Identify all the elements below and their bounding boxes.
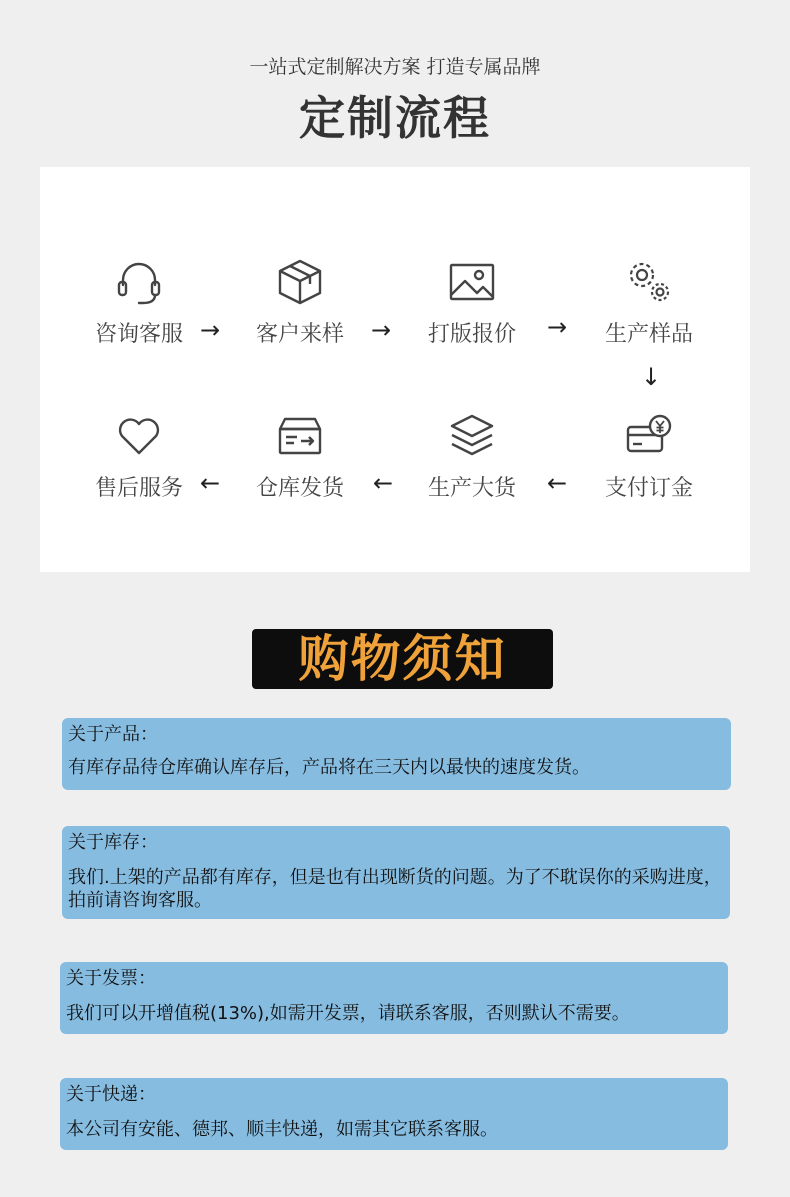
step-label: 客户来样 [255,322,344,347]
arrow-left: ← [547,469,568,497]
step-sample [240,257,360,348]
step-consult [79,257,199,348]
notice-card-stock [62,826,730,919]
notice-card-invoice [60,962,728,1034]
step-label: 咨询客服 [94,322,183,347]
gears-icon [624,257,674,307]
heart-icon [114,411,164,461]
card-body: 我们.上架的产品都有库存，但是也有出现断货的问题。为了不耽误你的采购进度，拍前请咨询客服。 [68,867,722,911]
card-heading: 关于库存： [68,832,158,853]
layers-icon [447,411,497,461]
arrow-left: ← [200,469,221,497]
card-body: 本公司有安能、德邦、顺丰快递，如需其它联系客服。 [66,1119,498,1140]
image-icon [447,257,497,307]
arrow-right: → [200,316,221,344]
arrow-down: ↓ [641,363,662,391]
step-deposit [589,411,709,502]
step-label: 打版报价 [427,322,516,347]
card-heading: 关于发票： [66,968,156,989]
box-icon [275,257,325,307]
page-subtitle: 一站式定制解决方案 打造专属品牌 [249,56,541,78]
step-label: 生产大货 [427,476,516,501]
arrow-right: → [371,316,392,344]
card-heading: 关于快递： [66,1084,156,1105]
card-payment-icon [624,411,674,461]
step-mass-production [412,411,532,502]
step-ship [240,411,360,502]
step-label: 生产样品 [604,322,693,347]
process-panel [40,167,750,572]
page-title: 定制流程 [299,91,491,145]
warehouse-icon [275,411,325,461]
arrow-right: → [547,313,568,341]
step-quote [412,257,532,348]
card-body: 有库存品待仓库确认库存后，产品将在三天内以最快的速度发货。 [68,757,590,778]
arrow-left: ← [373,469,394,497]
headset-icon [114,257,164,307]
notice-card-delivery [60,1078,728,1150]
step-after-sales [79,411,199,502]
step-label: 支付订金 [604,476,693,501]
card-heading: 关于产品： [68,724,158,745]
card-body: 我们可以开增值税(13%),如需开发票，请联系客服，否则默认不需要。 [66,1003,630,1024]
notice-card-product [62,718,731,790]
notice-title: 购物须知 [252,629,553,689]
step-label: 仓库发货 [255,476,344,501]
step-label: 售后服务 [94,476,183,501]
step-produce-sample [589,257,709,348]
